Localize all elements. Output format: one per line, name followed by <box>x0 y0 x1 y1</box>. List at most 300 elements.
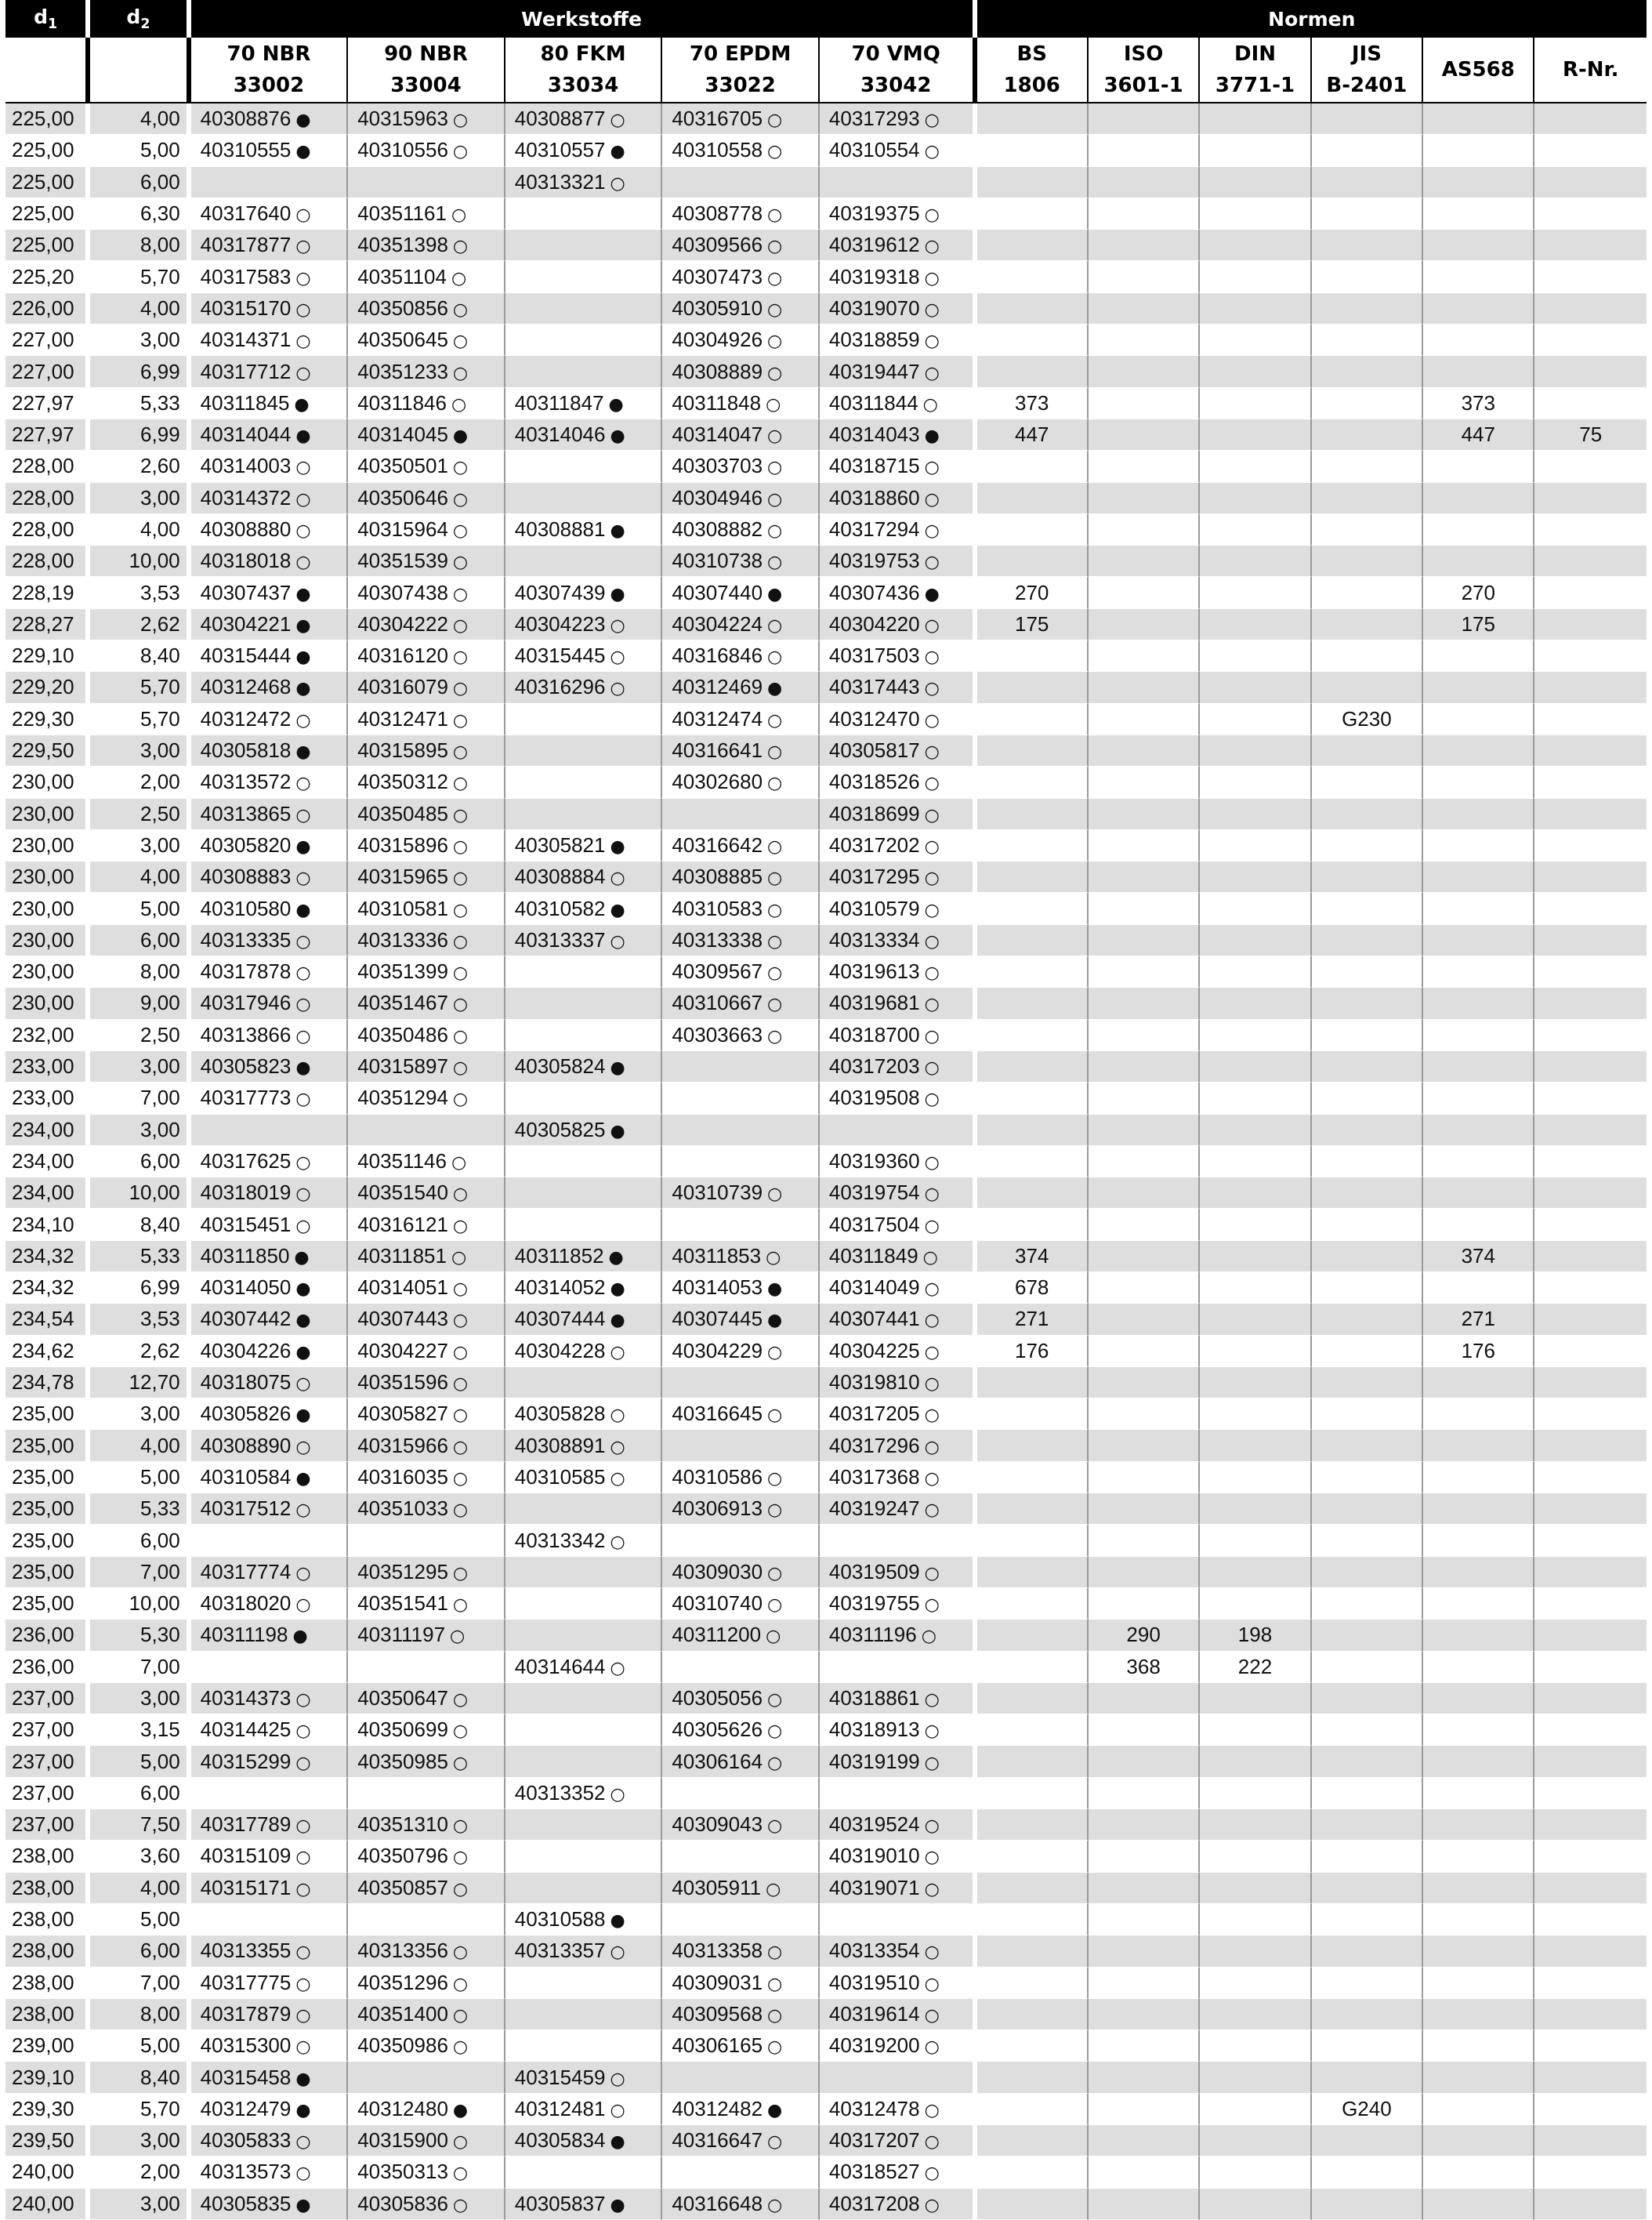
article-number: 40308881 <box>514 517 606 541</box>
cell-d2: 6,00 <box>90 167 190 198</box>
cell-norm <box>1200 1904 1311 1935</box>
cell-material <box>820 325 977 356</box>
cell-norm <box>1423 230 1534 261</box>
availability-marker: ○ <box>295 299 311 320</box>
availability-marker: ○ <box>452 458 469 478</box>
availability-marker: ○ <box>924 237 940 257</box>
availability-marker: ● <box>767 679 783 699</box>
table-row <box>5 1683 1647 1714</box>
cell-material <box>505 1115 663 1146</box>
cell-norm: 222 <box>1200 1652 1311 1683</box>
cell-d2: 10,00 <box>90 1177 190 1209</box>
article-number: 40317775 <box>200 1970 292 1994</box>
article-number: 40312479 <box>200 2096 292 2120</box>
article-number: 40315896 <box>357 832 448 857</box>
cell-d1: 234,78 <box>5 1367 90 1398</box>
article-number: 40315300 <box>200 2033 292 2058</box>
cell-material <box>820 767 977 798</box>
cell-material <box>505 1525 663 1556</box>
availability-marker: ○ <box>452 963 469 984</box>
cell-material <box>820 2157 977 2188</box>
cell-norm <box>1534 1652 1647 1683</box>
availability-marker: ○ <box>924 774 940 794</box>
article-number: 40313336 <box>357 927 448 952</box>
cell-norm <box>1534 1841 1647 1872</box>
cell-norm <box>1534 704 1647 735</box>
cell-material <box>662 1873 820 1904</box>
header-material: 70 VMQ 33042 <box>820 38 977 103</box>
cell-material <box>505 672 663 703</box>
cell-norm <box>977 1493 1089 1525</box>
cell-norm <box>1534 1209 1647 1240</box>
availability-marker: ● <box>294 1247 310 1268</box>
cell-norm <box>1312 1968 1423 1999</box>
cell-norm <box>1534 1809 1647 1841</box>
cell-material <box>191 1904 349 1935</box>
cell-material <box>820 1968 977 1999</box>
cell-material <box>505 2157 663 2188</box>
article-number: 40309567 <box>672 959 763 984</box>
availability-marker: ○ <box>924 2195 940 2215</box>
cell-d2: 5,70 <box>90 672 190 703</box>
cell-norm <box>1534 1304 1647 1335</box>
availability-marker: ○ <box>924 1090 940 1110</box>
article-number: 40319681 <box>828 991 920 1015</box>
cell-norm <box>1312 1177 1423 1209</box>
cell-material <box>820 1209 977 1240</box>
cell-material <box>348 672 505 703</box>
cell-norm <box>1534 1272 1647 1304</box>
cell-material <box>662 1020 820 1051</box>
availability-marker: ○ <box>924 2100 940 2120</box>
article-number: 40350486 <box>357 1022 448 1047</box>
article-number: 40310586 <box>672 1464 763 1489</box>
availability-marker: ○ <box>452 1974 469 1994</box>
cell-material <box>662 862 820 893</box>
cell-material <box>505 356 663 387</box>
cell-material <box>662 2030 820 2062</box>
cell-material <box>348 1020 505 1051</box>
availability-marker: ○ <box>924 1563 940 1583</box>
cell-material <box>191 483 349 514</box>
cell-norm <box>977 862 1089 893</box>
availability-marker: ○ <box>295 1152 311 1173</box>
cell-norm <box>1312 1841 1423 1872</box>
availability-marker: ○ <box>452 869 469 889</box>
cell-norm <box>977 2157 1089 2188</box>
article-number: 40318526 <box>828 770 920 794</box>
cell-material <box>191 1620 349 1651</box>
cell-d1: 234,54 <box>5 1304 90 1335</box>
cell-material <box>191 293 349 325</box>
availability-marker: ○ <box>452 836 469 857</box>
availability-marker: ○ <box>452 1216 469 1236</box>
availability-marker: ○ <box>610 1532 625 1552</box>
cell-d1: 239,30 <box>5 2094 90 2125</box>
availability-marker: ● <box>610 1121 625 1141</box>
availability-marker: ○ <box>767 1689 783 1710</box>
table-row <box>5 1051 1647 1083</box>
cell-material <box>348 1809 505 1841</box>
availability-marker: ○ <box>924 1216 940 1236</box>
availability-marker: ● <box>295 1058 311 1079</box>
cell-norm <box>1200 1462 1311 1493</box>
cell-norm <box>1089 1209 1200 1240</box>
cell-material <box>348 1873 505 1904</box>
cell-material <box>348 2157 505 2188</box>
cell-material <box>191 577 349 608</box>
cell-norm <box>1089 1968 1200 1999</box>
article-number: 40319318 <box>828 264 920 288</box>
cell-norm <box>1312 2030 1423 2062</box>
cell-material <box>348 2062 505 2093</box>
article-number: 40351296 <box>357 1970 448 1994</box>
article-number: 40317503 <box>828 644 920 668</box>
cell-material <box>820 230 977 261</box>
cell-material <box>820 1935 977 1967</box>
cell-norm <box>1534 2189 1647 2220</box>
availability-marker: ○ <box>924 836 940 857</box>
article-number: 40317946 <box>200 991 292 1015</box>
article-number: 40317625 <box>200 1148 292 1173</box>
availability-marker: ○ <box>295 2164 311 2184</box>
cell-norm <box>1200 767 1311 798</box>
cell-norm <box>1200 1241 1311 1272</box>
cell-d1: 232,00 <box>5 1020 90 1051</box>
cell-d2: 6,00 <box>90 1525 190 1556</box>
table-row <box>5 862 1647 893</box>
availability-marker: ○ <box>452 742 469 763</box>
article-number: 40305626 <box>672 1718 763 1742</box>
cell-norm <box>977 1083 1089 1114</box>
availability-marker: ○ <box>452 648 469 668</box>
cell-material <box>348 1115 505 1146</box>
cell-norm <box>1534 640 1647 672</box>
cell-material <box>191 862 349 893</box>
article-number: 40317296 <box>828 1433 920 1457</box>
cell-norm <box>1423 103 1534 135</box>
availability-marker: ○ <box>450 1627 466 1647</box>
cell-norm <box>1534 1083 1647 1114</box>
availability-marker: ○ <box>452 237 469 257</box>
table-row <box>5 893 1647 924</box>
cell-norm <box>1200 830 1311 862</box>
article-number: 40311197 <box>357 1623 446 1647</box>
cell-d1: 230,00 <box>5 893 90 924</box>
cell-material <box>191 1525 349 1556</box>
cell-material <box>348 640 505 672</box>
article-number: 40305825 <box>514 1117 606 1141</box>
cell-material <box>505 956 663 988</box>
cell-material <box>191 1652 349 1683</box>
cell-norm <box>1200 135 1311 166</box>
cell-material <box>348 609 505 640</box>
article-number: 40317789 <box>200 1812 292 1837</box>
cell-norm <box>1534 1999 1647 2030</box>
table-row <box>5 2157 1647 2188</box>
table-body <box>5 103 1647 2220</box>
article-number: 40304225 <box>828 1338 920 1362</box>
cell-norm <box>1200 1493 1311 1525</box>
cell-material <box>348 1304 505 1335</box>
cell-norm <box>1200 1873 1311 1904</box>
cell-norm <box>1089 2062 1200 2093</box>
cell-material <box>505 1557 663 1588</box>
cell-material <box>191 198 349 230</box>
cell-norm <box>1200 230 1311 261</box>
availability-marker: ● <box>295 1311 311 1331</box>
cell-material <box>662 925 820 956</box>
cell-d2: 10,00 <box>90 546 190 577</box>
cell-norm <box>1200 799 1311 830</box>
cell-norm <box>977 1935 1089 1967</box>
cell-d2: 3,00 <box>90 830 190 862</box>
availability-marker: ● <box>767 1311 783 1331</box>
cell-material <box>505 103 663 135</box>
cell-norm: 447 <box>1423 419 1534 451</box>
cell-norm <box>1534 1020 1647 1051</box>
cell-norm <box>1089 198 1200 230</box>
article-number: 40308885 <box>672 865 763 889</box>
availability-marker: ○ <box>767 1406 783 1426</box>
availability-marker: ○ <box>924 363 940 383</box>
cell-material <box>191 1968 349 1999</box>
cell-norm: 368 <box>1089 1652 1200 1683</box>
availability-marker: ○ <box>295 1689 311 1710</box>
availability-marker: ● <box>295 900 311 920</box>
availability-marker: ○ <box>452 1942 469 1963</box>
cell-d2: 6,99 <box>90 1272 190 1304</box>
article-number: 40351146 <box>357 1148 447 1173</box>
cell-material <box>348 419 505 451</box>
article-number: 40308882 <box>672 517 763 541</box>
availability-marker: ○ <box>767 1342 783 1362</box>
availability-marker: ○ <box>767 237 783 257</box>
cell-material <box>820 1304 977 1335</box>
cell-norm <box>1089 988 1200 1019</box>
cell-material <box>191 325 349 356</box>
cell-d2: 3,00 <box>90 1115 190 1146</box>
cell-norm <box>1312 1115 1423 1146</box>
article-number: 40319010 <box>828 1844 920 1868</box>
cell-norm <box>1089 451 1200 482</box>
cell-norm <box>1089 514 1200 546</box>
cell-material <box>191 388 349 419</box>
cell-d1: 227,00 <box>5 325 90 356</box>
cell-norm <box>977 893 1089 924</box>
cell-material <box>348 1999 505 2030</box>
article-number: 40310583 <box>672 896 763 920</box>
cell-material <box>662 1146 820 1177</box>
availability-marker: ○ <box>452 1374 469 1395</box>
article-number: 40314644 <box>514 1654 606 1678</box>
cell-d2: 8,40 <box>90 1209 190 1240</box>
cell-norm <box>1200 956 1311 988</box>
cell-norm <box>977 799 1089 830</box>
cell-material <box>505 1968 663 1999</box>
cell-d1: 226,00 <box>5 293 90 325</box>
cell-material <box>820 483 977 514</box>
cell-material <box>505 830 663 862</box>
cell-material <box>191 1177 349 1209</box>
cell-material <box>191 1398 349 1430</box>
cell-norm <box>1423 198 1534 230</box>
table-row <box>5 1841 1647 1872</box>
table-row <box>5 419 1647 451</box>
cell-d2: 10,00 <box>90 1588 190 1620</box>
article-number: 40317293 <box>828 107 920 131</box>
cell-norm: 271 <box>977 1304 1089 1335</box>
article-number: 40317773 <box>200 1086 292 1110</box>
cell-d2: 3,00 <box>90 1398 190 1430</box>
cell-norm <box>977 546 1089 577</box>
availability-marker: ○ <box>295 458 311 478</box>
cell-material <box>820 293 977 325</box>
cell-material <box>191 767 349 798</box>
availability-marker: ○ <box>452 931 469 952</box>
article-number: 40351233 <box>357 359 448 383</box>
cell-d1: 225,20 <box>5 261 90 292</box>
availability-marker: ○ <box>767 205 783 226</box>
cell-material <box>505 1177 663 1209</box>
cell-d1: 235,00 <box>5 1493 90 1525</box>
cell-norm <box>1423 1652 1534 1683</box>
availability-marker: ○ <box>767 426 783 447</box>
article-number: 40316648 <box>672 2191 763 2215</box>
cell-norm <box>1534 167 1647 198</box>
cell-norm <box>1534 1968 1647 1999</box>
cell-material <box>820 640 977 672</box>
cell-material <box>348 799 505 830</box>
cell-material <box>505 2125 663 2157</box>
availability-marker: ○ <box>452 1753 469 1773</box>
cell-material <box>191 1209 349 1240</box>
cell-d1: 235,00 <box>5 1398 90 1430</box>
header-d2: $d_2$ <box>90 0 190 38</box>
article-number: 40317202 <box>828 832 920 857</box>
availability-marker: ● <box>767 1279 783 1300</box>
availability-marker: ● <box>452 426 469 447</box>
availability-marker: ○ <box>295 1437 311 1457</box>
cell-norm <box>1423 704 1534 735</box>
article-number: 40318020 <box>200 1591 292 1616</box>
cell-material <box>820 925 977 956</box>
cell-d1: 238,00 <box>5 1935 90 1967</box>
availability-marker: ● <box>924 584 940 604</box>
table-row <box>5 2094 1647 2125</box>
cell-norm <box>1312 198 1423 230</box>
cell-norm <box>1089 1051 1200 1083</box>
cell-material <box>662 609 820 640</box>
cell-norm <box>1200 1714 1311 1746</box>
cell-material <box>505 1462 663 1493</box>
cell-norm <box>1312 419 1423 451</box>
cell-d2: 6,00 <box>90 1146 190 1177</box>
cell-material <box>191 1746 349 1777</box>
cell-norm <box>977 1746 1089 1777</box>
article-number: 40309568 <box>672 2001 763 2026</box>
availability-marker: ● <box>610 2132 625 2153</box>
cell-norm <box>1312 1430 1423 1461</box>
cell-d1: 225,00 <box>5 230 90 261</box>
cell-norm <box>1200 1683 1311 1714</box>
cell-material <box>505 1999 663 2030</box>
cell-material <box>348 388 505 419</box>
cell-norm <box>1312 483 1423 514</box>
header-norm: ISO 3601-1 <box>1089 38 1200 103</box>
availability-marker: ○ <box>767 1753 783 1773</box>
cell-norm <box>977 1873 1089 1904</box>
availability-marker: ○ <box>767 489 783 510</box>
cell-material <box>348 1588 505 1620</box>
cell-norm <box>977 830 1089 862</box>
availability-marker: ○ <box>767 458 783 478</box>
cell-material <box>820 577 977 608</box>
cell-d1: 234,32 <box>5 1272 90 1304</box>
article-number: 40315897 <box>357 1054 448 1079</box>
cell-material <box>191 2062 349 2093</box>
cell-norm <box>1423 2030 1534 2062</box>
article-number: 40305834 <box>514 2128 606 2153</box>
cell-d2: 3,00 <box>90 1683 190 1714</box>
cell-d1: 235,00 <box>5 1430 90 1461</box>
availability-marker: ○ <box>766 394 781 415</box>
cell-d2: 5,70 <box>90 2094 190 2125</box>
cell-material <box>348 1620 505 1651</box>
availability-marker: ○ <box>924 1374 940 1395</box>
availability-marker: ● <box>767 584 783 604</box>
cell-d1: 230,00 <box>5 799 90 830</box>
availability-marker: ○ <box>452 142 469 162</box>
cell-norm <box>977 767 1089 798</box>
cell-norm <box>1312 925 1423 956</box>
cell-norm <box>1534 546 1647 577</box>
availability-marker: ○ <box>452 1816 469 1837</box>
cell-material <box>348 1714 505 1746</box>
availability-marker: ○ <box>295 1500 311 1521</box>
availability-marker: ○ <box>767 995 783 1015</box>
cell-d2: 2,62 <box>90 609 190 640</box>
cell-d2: 2,00 <box>90 767 190 798</box>
article-number: 40315459 <box>514 2065 606 2089</box>
cell-d1: 238,00 <box>5 1873 90 1904</box>
availability-marker: ○ <box>452 2037 469 2058</box>
availability-marker: ○ <box>452 111 469 131</box>
cell-material <box>662 2189 820 2220</box>
cell-d2: 3,00 <box>90 1051 190 1083</box>
availability-marker: ○ <box>767 774 783 794</box>
table-row <box>5 2062 1647 2093</box>
cell-norm <box>1423 167 1534 198</box>
cell-norm <box>1312 1620 1423 1651</box>
cell-material <box>191 261 349 292</box>
cell-material <box>505 230 663 261</box>
cell-material <box>820 388 977 419</box>
cell-norm <box>1200 988 1311 1019</box>
table-row <box>5 135 1647 166</box>
cell-d2: 2,60 <box>90 451 190 482</box>
cell-d2: 6,30 <box>90 198 190 230</box>
article-number: 40311851 <box>357 1243 447 1268</box>
article-number: 40312478 <box>828 2096 920 2120</box>
oring-table-container <box>5 0 1647 2220</box>
cell-material <box>348 2094 505 2125</box>
article-number: 40315458 <box>200 2065 292 2089</box>
cell-material <box>348 1525 505 1556</box>
cell-material <box>662 672 820 703</box>
cell-material <box>662 261 820 292</box>
cell-norm <box>1312 672 1423 703</box>
